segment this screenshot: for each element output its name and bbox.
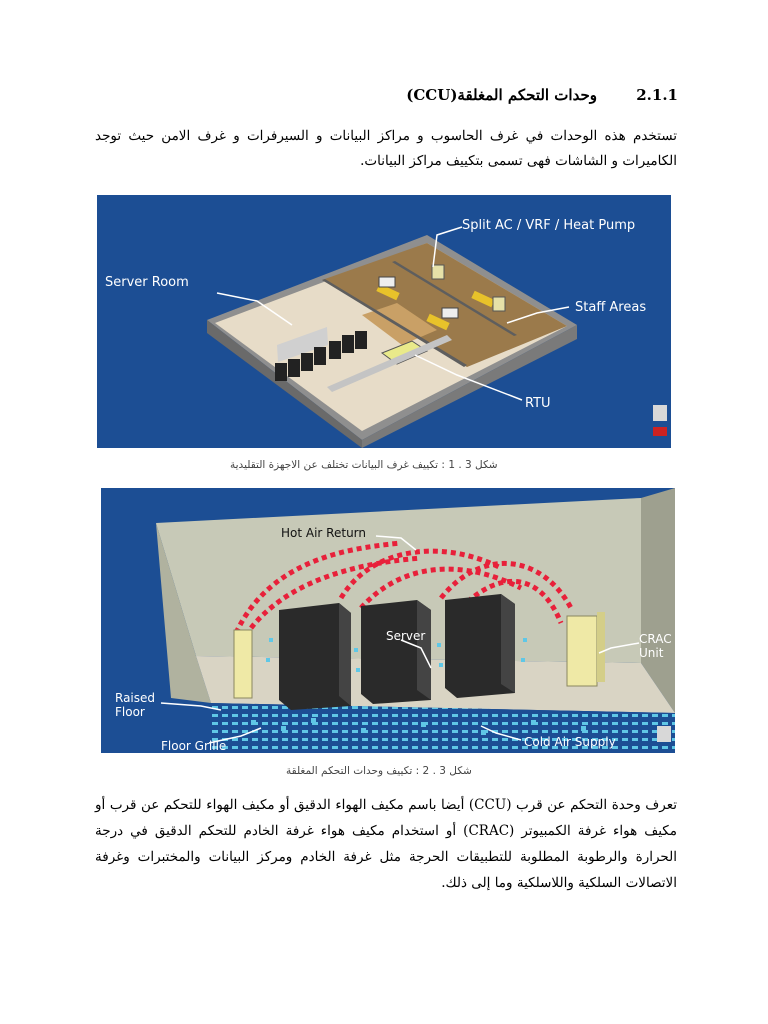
figure1-caption: شكل 3 . 1 : تكييف غرف البيانات تختلف عن الاجهزة التقليدية [230,459,498,471]
crac-room-illustration [101,488,675,753]
label-server: Server [386,629,426,643]
logo-icon [653,405,667,421]
label-server-room: Server Room [105,275,189,290]
server-racks [279,594,515,710]
label-crac-line1: CRAC [639,632,672,646]
figure-crac-room [101,488,675,753]
ccu-definition-paragraph: تعرف وحدة التحكم عن قرب (CCU) أيضا باسم مكيف الهواء الدقيق أو مكيف الهواء للتحكم عن قرب أو مكيف هواء غرفة الكمبيوتر (CRAC) أو استخدام مكيف هواء غرفة الخادم للتحكم الدقيق في درجة الحرارة والرطوبة المطلوبة للتطبيقات الحرجة مثل غرفة الخادم ومركز البيانات والمختبرات وغرفة الاتصالات السلكية واللاسلكية وما إلى ذلك. [95,797,678,891]
label-floor-grille: Floor Grille [161,739,227,753]
logo-icon [657,726,671,742]
label-raised-floor-line2: Floor [115,705,145,719]
play-badge-icon [653,427,667,436]
building-cutaway-illustration [97,195,671,448]
crac-unit [567,616,597,686]
figure2-caption: شكل 3 . 2 : تكييف وحدات التحكم المغلقة [286,765,472,777]
label-raised-floor-line1: Raised [115,691,156,705]
label-cold-air-supply: Cold Air Supply [524,735,616,749]
label-rtu: RTU [525,396,551,411]
figure-data-room-cooling [97,195,671,448]
split-ac-unit [379,277,395,287]
section-heading [406,86,678,104]
section-number: 2.1.1 [636,86,678,104]
label-staff-areas: Staff Areas [575,300,647,315]
label-crac-line2: Unit [639,646,664,660]
split-ac-unit [442,308,458,318]
section-title: وحدات التحكم المغلقة(CCU) [406,86,597,104]
label-hot-air-return: Hot Air Return [281,526,366,540]
intro-paragraph: تستخدم هذه الوحدات في غرف الحاسوب و مراكز البيانات و السيرفرات و غرف الامن حيث توجد الكاميرات و الشاشات فهى تسمى بتكييف مراكز البيانات. [95,128,677,169]
label-split-ac: Split AC / VRF / Heat Pump [462,218,636,233]
